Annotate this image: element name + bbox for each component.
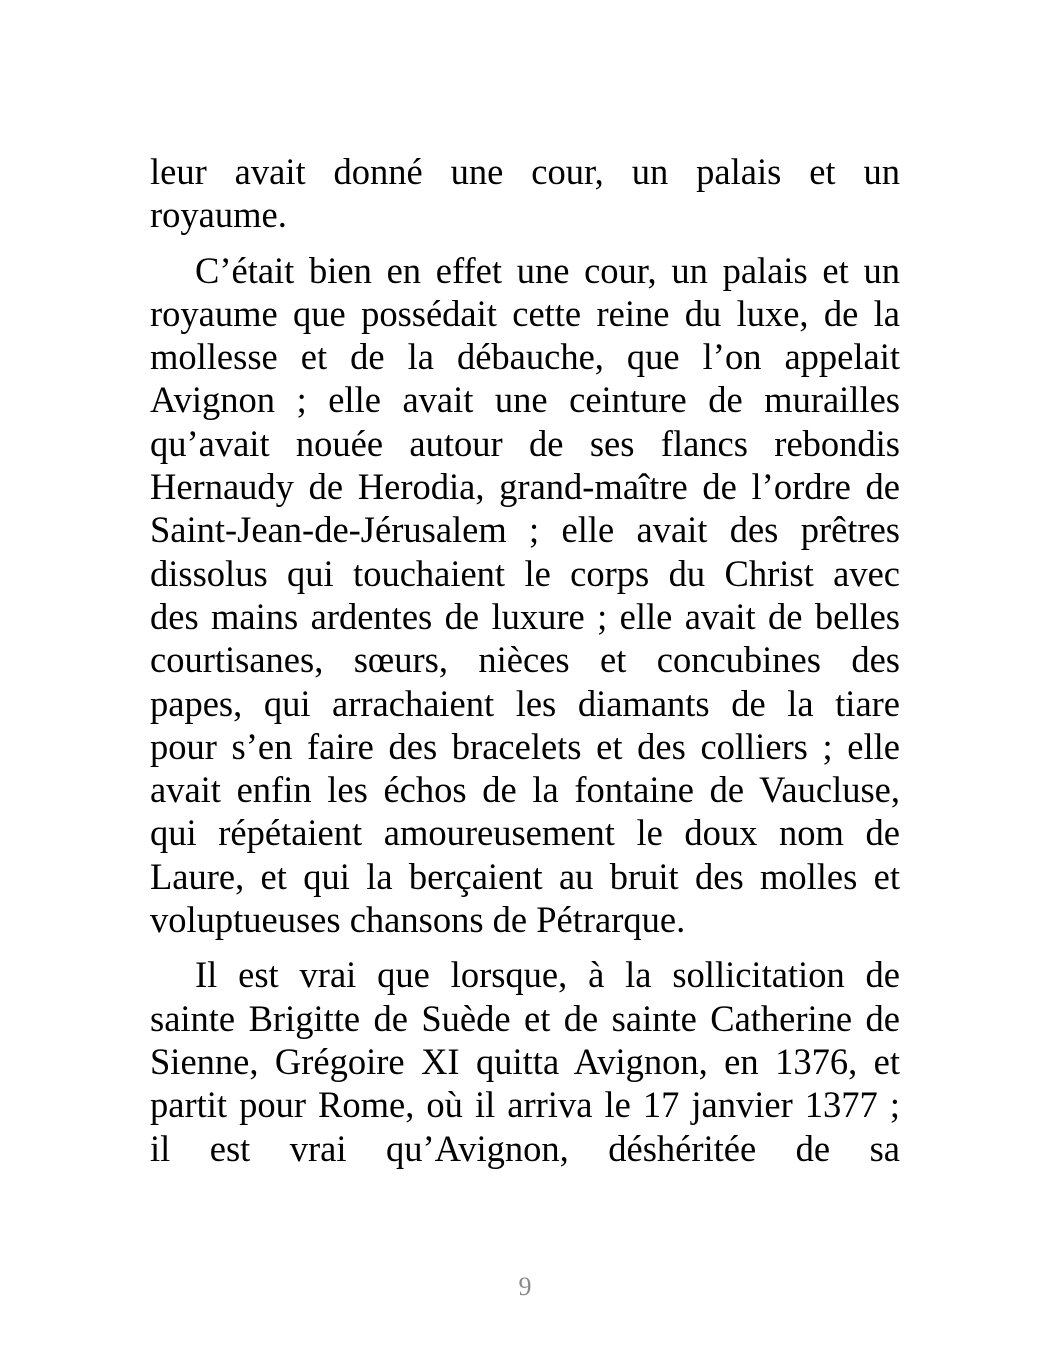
text-line: Avignon ; elle avait une ceinture de murailles <box>150 379 900 421</box>
text-line: royaume. <box>150 194 287 236</box>
text-line: royaume que possédait cette reine du luxe, de la <box>150 292 900 334</box>
text-line: sainte Brigitte de Suède et de sainte Catherine de <box>150 997 900 1039</box>
text-line: courtisanes, sœurs, nièces et concubines des <box>150 639 900 681</box>
text-line: Saint-Jean-de-Jérusalem ; elle avait des prêtres <box>150 509 900 551</box>
text-line: dissolus qui touchaient le corps du Christ avec <box>150 552 900 594</box>
text-line: des mains ardentes de luxure ; elle avait de belles <box>150 595 900 637</box>
body-text <box>150 150 900 1170</box>
text-line: papes, qui arrachaient les diamants de la tiare <box>150 682 900 724</box>
text-line: leur avait donné une cour, un palais et un <box>150 151 900 192</box>
page-number: 9 <box>518 1272 532 1301</box>
text-line: C’était bien en effet une cour, un palais et un <box>195 249 900 291</box>
paragraph-1 <box>150 150 900 237</box>
text-line: Hernaudy de Herodia, grand-maître de l’ordre de <box>150 466 900 508</box>
text-line: partit pour Rome, où il arriva le 17 janvier 1377 ; <box>150 1084 900 1126</box>
text-line: mollesse et de la débauche, que l’on appelait <box>150 336 900 378</box>
text-line: Il est vrai que lorsque, à la sollicitation de <box>195 954 900 996</box>
text-line: Laure, et qui la berçaient au bruit des molles et <box>150 855 900 897</box>
text-line: avait enfin les échos de la fontaine de Vaucluse, <box>150 769 900 811</box>
text-line: voluptueuses chansons de Pétrarque. <box>150 899 686 941</box>
paragraph-2 <box>150 249 900 942</box>
text-line: pour s’en faire des bracelets et des colliers ; elle <box>150 725 900 767</box>
text-line: il est vrai qu’Avignon, déshéritée de sa <box>150 1127 900 1169</box>
text-line: qu’avait nouée autour de ses flancs rebondis <box>150 422 900 464</box>
paragraph-3 <box>150 953 900 1169</box>
text-line: qui répétaient amoureusement le doux nom de <box>150 812 900 854</box>
text-line: Sienne, Grégoire XI quitta Avignon, en 1376, et <box>150 1040 900 1082</box>
